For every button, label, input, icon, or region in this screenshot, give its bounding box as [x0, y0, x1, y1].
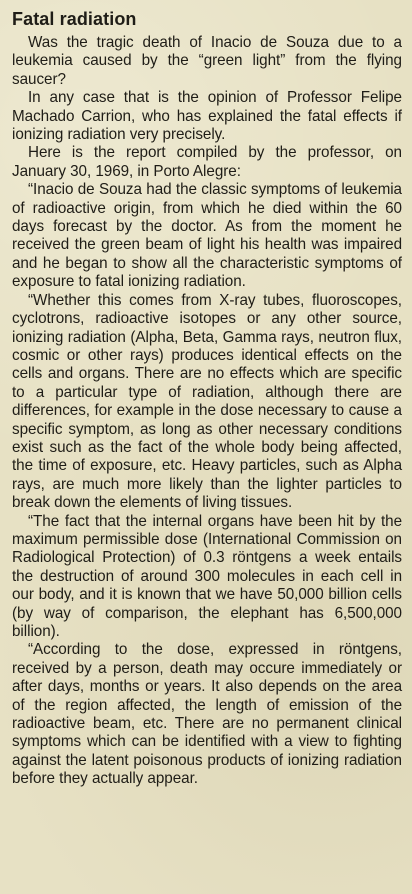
paragraph: “The fact that the internal organs have been hit by the maximum permissible dose (International Commission on Radiological Protection) of 0.3 röntgens a week entails the destruction of around 300 molecules in each cell in our body, and it is known that we have 50,000 billion cells (by way of comparison, the elephant has 6,500,000 billion).: [12, 512, 402, 640]
paragraph: Was the tragic death of Inacio de Souza due to a leukemia caused by the “green light” from the flying saucer?: [12, 34, 402, 88]
paragraph: Here is the report compiled by the professor, on January 30, 1969, in Porto Alegre:: [12, 144, 402, 180]
paragraph: “Whether this comes from X-ray tubes, fluoroscopes, cyclotrons, radioactive isotopes or any other source, ionizing radiation (Alpha, Beta, Gamma rays, neutron flux, cosmic or other rays) produces identical effects on the cells and organs. There are no effects which are specific to a particular type of radiation, although there are differences, for example in the dose necessary to cause a specific symptom, as long as other necessary conditions exist such as the fact of the whole body being affected, the time of exposure, etc. Heavy particles, such as Alpha rays, are much more likely than the lighter particles to break down the elements of living tissues.: [12, 291, 402, 512]
paragraph: “According to the dose, expressed in röntgens, received by a person, death may occure immediately or after days, months or years. It also depends on the area of the region affected, the length of emission of the radioactive beam, etc. There are no permanent clinical symptoms which can be identified with a view to fighting against the latent poisonous products of ionizing radiation before they actually appear.: [12, 641, 402, 788]
article-title: Fatal radiation: [12, 9, 137, 29]
paragraph: In any case that is the opinion of Professor Felipe Machado Carrion, who has explained the fatal effects if ionizing radiation very precisely.: [12, 89, 402, 144]
article-body: [12, 34, 402, 789]
paragraph: “Inacio de Souza had the classic symptoms of leukemia of radioactive origin, from which he died within the 60 days forecast by the doctor. As from the moment he received the green beam of light his health was impaired and he began to show all the characteristic symptoms of exposure to fatal ionizing radiation.: [12, 181, 402, 291]
